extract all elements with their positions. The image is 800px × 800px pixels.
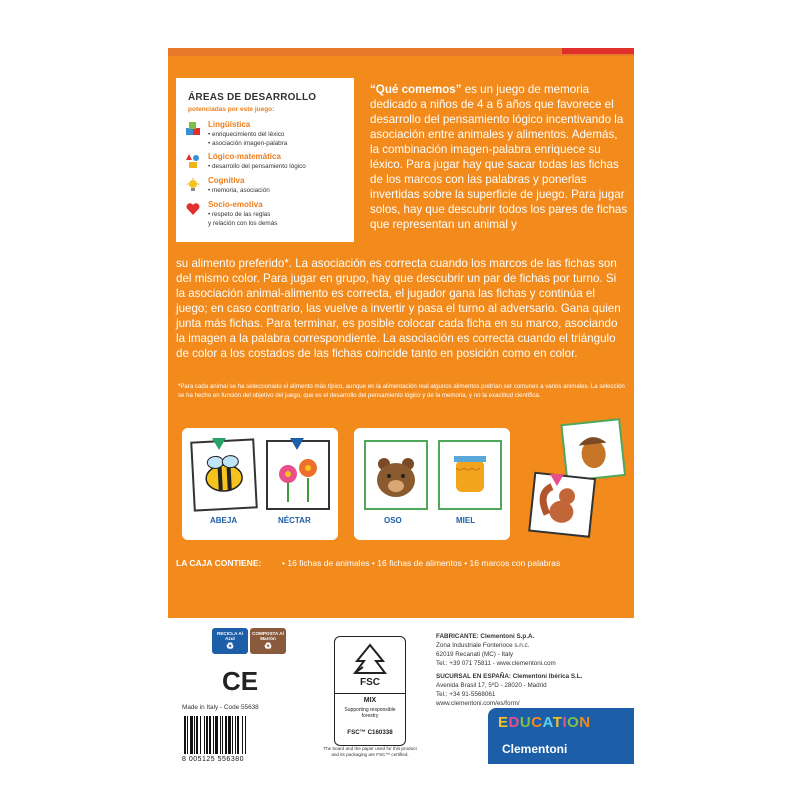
ce-mark: CE bbox=[222, 666, 259, 696]
fsc-note: The board and the paper used for this product and its packaging are FSC™ certified. bbox=[323, 746, 417, 757]
box-contents-items: • 16 fichas de animales • 16 fichas de alimentos • 16 marcos con palabras bbox=[282, 558, 561, 568]
honey-card bbox=[438, 440, 502, 510]
bear-card bbox=[364, 440, 428, 510]
footnote: *Para cada animal se ha seleccionado el alimento más típico, aunque en la alimentación real algunos alimentos podrían ser comunes a varios animales. La selección se ha hecho en función del objetivo del juego, que es el desarrollo del pensamiento lógico y de la memoria, y no la exactitud científica. bbox=[178, 383, 625, 399]
compost-bin-icon: ♻ bbox=[263, 641, 273, 651]
areas-title: ÁREAS DE DESARROLLO bbox=[188, 92, 317, 103]
heart-icon bbox=[186, 202, 200, 216]
recycle-bin-icon: ♻ bbox=[225, 641, 235, 651]
barcode-icon bbox=[182, 716, 278, 754]
made-in-italy: Made in Italy - Code 55638 bbox=[182, 704, 259, 711]
honey-icon bbox=[440, 442, 500, 508]
word-nectar: NÉCTAR bbox=[278, 516, 311, 525]
fsc-mix: MIX bbox=[363, 697, 377, 704]
example-card-pair-1 bbox=[182, 428, 338, 540]
word-oso: OSO bbox=[384, 516, 402, 525]
fsc-logo: FSC bbox=[360, 677, 380, 688]
word-miel: MIEL bbox=[456, 516, 476, 525]
nectar-card bbox=[266, 440, 330, 510]
loose-cards-illustration bbox=[524, 416, 630, 540]
blue-triangle bbox=[290, 438, 304, 450]
green-triangle bbox=[212, 438, 226, 450]
abc-blocks-icon bbox=[186, 122, 200, 136]
fsc-label bbox=[334, 636, 406, 746]
example-card-pair-2 bbox=[354, 428, 510, 540]
bottom-panel bbox=[168, 618, 634, 764]
areas-subtitle: potenciadas por este juego: bbox=[188, 106, 275, 113]
bear-icon bbox=[366, 442, 426, 508]
development-areas-panel: ÁREAS DE DESARROLLO potenciadas por este juego: Lingüística • enriquecimiento del léxico • asociación imagen-palabra Lógico-matemática • desarrollo del pensamiento lógico Cognitiva • memoria, asociación Socio-emotiva • respeto de las reglas y relación con los demás bbox=[176, 78, 354, 242]
clementoni-logo: Clementoni bbox=[502, 742, 568, 756]
intro-text: “Qué comemos” es un juego de memoria dedicado a niños de 4 a 6 años que favorece el desarrollo del pensamiento lógico incentivando la asociación entre animales y alimentos. Además, la combinación imagen-palabra enriquece su léxico. Para jugar hay que sacar todas las fichas de los marcos con las palabras y ponerlas invertidas sobre la superficie de juego. Para jugar solos, hay que descubrir todos los pares de fichas que representan un animal y bbox=[370, 83, 628, 231]
box-contents-label: LA CAJA CONTIENE: bbox=[176, 558, 262, 568]
flower-icon bbox=[268, 442, 328, 508]
rules-text: su alimento preferido*. La asociación es correcta cuando los marcos de las fichas son del mismo color. Para jugar en grupo, hay que descubrir un par de fichas por turno. Si la asociación animal-alimento es correcta, el jugador gana las fichas y continúa el juego; en caso contrario, las vuelve a invertir y pasa el turno al adversario. Gana quien junta más fichas. Para terminar, es posible colocar cada ficha en su marco, asociando la imagen a la palabra correspondiente. La asociación es correcta cuando el triángulo de color a los costados de las fichas coincide tanto en posición como en color. bbox=[176, 257, 621, 360]
education-logo bbox=[498, 714, 591, 731]
fsc-code: FSC™ C160338 bbox=[347, 729, 393, 736]
manufacturer-info: FABRICANTE: Clementoni S.p.A. Zona Industriale Fontenoce s.n.c. 62019 Recanati (MC) - Italy Tel.: +39 071 75811 - www.clementoni.com SUCURSAL EN ESPAÑA: Clementoni Ibérica S.L. Avenida Brasil 17, 5ºD - 28020 - Madrid Tel.: +34 91-5568061 www.clementoni.com/es/form/ bbox=[436, 633, 583, 707]
education-brand-block bbox=[488, 708, 634, 764]
red-strip bbox=[562, 48, 634, 54]
product-box-back bbox=[168, 48, 634, 764]
education-letters: EDUCATION bbox=[498, 714, 591, 731]
fsc-tree-icon bbox=[351, 643, 389, 677]
compost-brown-badge: COMPOSTA Al Marrón ♻ bbox=[250, 628, 286, 654]
orange-panel bbox=[168, 56, 634, 618]
fsc-supporting: Supporting responsible forestry bbox=[344, 707, 396, 719]
word-abeja: ABEJA bbox=[210, 516, 238, 525]
bee-icon bbox=[192, 440, 255, 509]
shapes-icon bbox=[186, 154, 200, 168]
barcode-number: 8 005125 556380 bbox=[182, 756, 244, 763]
box-contents bbox=[168, 556, 634, 572]
recycle-blue-badge: RECICLA Al Azul ♻ bbox=[212, 628, 248, 654]
lightbulb-icon bbox=[186, 178, 200, 192]
